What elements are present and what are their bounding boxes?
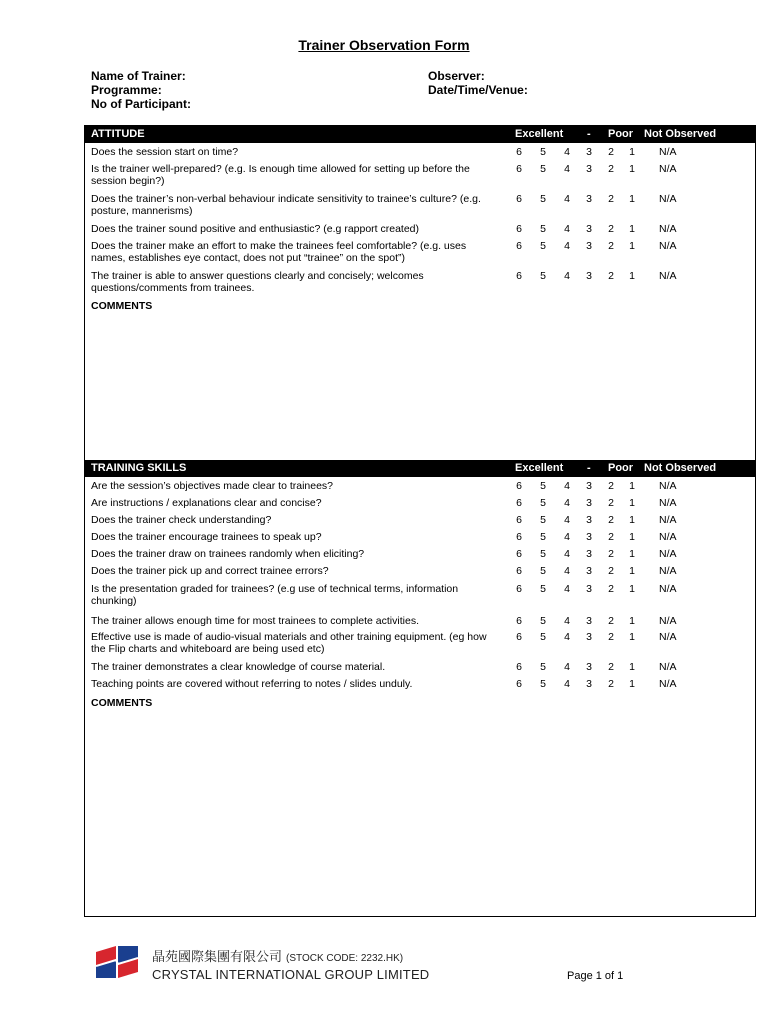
meta-left — [91, 69, 191, 111]
question-text: Does the trainer draw on trainees randomly when eliciting? — [91, 548, 365, 560]
form-title: Trainer Observation Form — [298, 37, 470, 53]
rating-score: 3 — [586, 193, 592, 205]
question-text: Are the session’s objectives made clear to trainees? — [91, 480, 334, 492]
rating-score: 6 — [516, 163, 522, 175]
rating-score: 2 — [608, 583, 614, 595]
rating-score: 5 — [540, 631, 546, 643]
rating-score: 3 — [586, 631, 592, 643]
rating-score: 6 — [516, 497, 522, 509]
rating-score: 5 — [540, 163, 546, 175]
rating-score: 1 — [629, 270, 635, 282]
rating-score: 2 — [608, 631, 614, 643]
rating-score: 5 — [540, 223, 546, 235]
rating-score: 4 — [564, 615, 570, 627]
rating-score: 3 — [586, 240, 592, 252]
question-text: Effective use is made of audio-visual materials and other training equipment. (eg how the Flip charts and whiteboard are being used etc) — [91, 631, 487, 655]
rating-na: N/A — [659, 480, 677, 492]
scale-poor-label: Poor — [608, 462, 634, 474]
question-text: Does the trainer encourage trainees to speak up? — [91, 531, 322, 543]
rating-score: 2 — [608, 661, 614, 673]
scale-excellent-label: Excellent — [515, 462, 564, 474]
rating-score: 2 — [608, 163, 614, 175]
rating-score: 2 — [608, 514, 614, 526]
question-text: The trainer demonstrates a clear knowledge of course material. — [91, 661, 386, 673]
rating-score: 6 — [516, 583, 522, 595]
rating-score: 1 — [629, 240, 635, 252]
rating-score: 2 — [608, 480, 614, 492]
meta-right — [428, 69, 528, 97]
rating-na: N/A — [659, 615, 677, 627]
question-text: Are instructions / explanations clear and concise? — [91, 497, 322, 509]
rating-score: 1 — [629, 661, 635, 673]
rating-score: 6 — [516, 240, 522, 252]
rating-score: 2 — [608, 548, 614, 560]
rating-na: N/A — [659, 514, 677, 526]
rating-score: 4 — [564, 223, 570, 235]
rating-score: 2 — [608, 193, 614, 205]
question-text: Is the presentation graded for trainees? (e.g use of technical terms, information chunking) — [91, 583, 459, 607]
rating-score: 4 — [564, 583, 570, 595]
page-number: Page 1 of 1 — [567, 970, 624, 982]
rating-score: 4 — [564, 270, 570, 282]
rating-score: 4 — [564, 661, 570, 673]
question-text: The trainer allows enough time for most trainees to complete activities. — [91, 615, 419, 627]
question-text: Does the session start on time? — [91, 146, 239, 158]
rating-score: 4 — [564, 514, 570, 526]
rating-score: 6 — [516, 193, 522, 205]
question-text: Does the trainer sound positive and enthusiastic? (e.g rapport created) — [91, 223, 420, 235]
rating-score: 5 — [540, 270, 546, 282]
rating-score: 5 — [540, 565, 546, 577]
section-title: ATTITUDE — [91, 128, 145, 140]
question-text: Does the trainer pick up and correct trainee errors? — [91, 565, 329, 577]
attitude-header — [85, 126, 755, 143]
programme-label: Programme: — [91, 83, 162, 97]
question-text: Does the trainer’s non-verbal behaviour indicate sensitivity to trainee’s culture? (e.g. posture, mannerisms) — [91, 193, 481, 217]
rating-score: 2 — [608, 497, 614, 509]
observation-form — [84, 125, 756, 917]
rating-na: N/A — [659, 146, 677, 158]
rating-score: 1 — [629, 497, 635, 509]
rating-score: 2 — [608, 270, 614, 282]
rating-score: 6 — [516, 514, 522, 526]
question-text: The trainer is able to answer questions clearly and concisely; welcomes questions/comments from trainees. — [91, 270, 424, 294]
rating-score: 1 — [629, 631, 635, 643]
stock-code: (STOCK CODE: 2232.HK) — [286, 953, 404, 964]
rating-na: N/A — [659, 548, 677, 560]
rating-score: 3 — [586, 480, 592, 492]
rating-score: 4 — [564, 193, 570, 205]
rating-score: 4 — [564, 146, 570, 158]
section-title: TRAINING SKILLS — [91, 462, 187, 474]
rating-score: 1 — [629, 531, 635, 543]
scale-not-observed-label: Not Observed — [644, 128, 717, 140]
rating-score: 4 — [564, 678, 570, 690]
question-text: Is the trainer well-prepared? (e.g. Is enough time allowed for setting up before the session begin?) — [91, 163, 470, 187]
rating-score: 2 — [608, 565, 614, 577]
rating-score: 1 — [629, 193, 635, 205]
rating-score: 2 — [608, 223, 614, 235]
rating-score: 6 — [516, 223, 522, 235]
rating-score: 2 — [608, 678, 614, 690]
rating-na: N/A — [659, 270, 677, 282]
rating-na: N/A — [659, 631, 677, 643]
company-name-cn-line — [152, 946, 429, 965]
rating-score: 6 — [516, 615, 522, 627]
rating-score: 3 — [586, 583, 592, 595]
rating-score: 3 — [586, 661, 592, 673]
rating-score: 5 — [540, 615, 546, 627]
rating-score: 1 — [629, 146, 635, 158]
company-block — [152, 946, 429, 982]
rating-na: N/A — [659, 223, 677, 235]
question-text: Does the trainer make an effort to make the trainees feel comfortable? (e.g. uses names, establishes eye contact, does not put “trainee” on the spot”) — [91, 240, 467, 264]
rating-score: 3 — [586, 146, 592, 158]
company-name-cn: 晶苑國際集團有限公司 — [152, 950, 283, 965]
rating-score: 3 — [586, 615, 592, 627]
rating-na: N/A — [659, 661, 677, 673]
rating-na: N/A — [659, 163, 677, 175]
rating-score: 3 — [586, 223, 592, 235]
rating-score: 3 — [586, 514, 592, 526]
rating-score: 6 — [516, 661, 522, 673]
rating-score: 2 — [608, 531, 614, 543]
rating-score: 1 — [629, 548, 635, 560]
rating-score: 2 — [608, 615, 614, 627]
rating-score: 5 — [540, 193, 546, 205]
rating-score: 4 — [564, 565, 570, 577]
scale-not-observed-label: Not Observed — [644, 462, 717, 474]
rating-score: 3 — [586, 497, 592, 509]
rating-score: 5 — [540, 240, 546, 252]
rating-score: 3 — [586, 565, 592, 577]
rating-score: 6 — [516, 270, 522, 282]
rating-na: N/A — [659, 583, 677, 595]
rating-score: 5 — [540, 583, 546, 595]
rating-score: 1 — [629, 678, 635, 690]
rating-score: 3 — [586, 678, 592, 690]
rating-na: N/A — [659, 678, 677, 690]
rating-na: N/A — [659, 565, 677, 577]
rating-na: N/A — [659, 193, 677, 205]
rating-score: 1 — [629, 514, 635, 526]
question-text: Teaching points are covered without referring to notes / slides unduly. — [91, 678, 413, 690]
scale-dash-label: - — [587, 128, 591, 140]
rating-score: 1 — [629, 163, 635, 175]
rating-score: 1 — [629, 565, 635, 577]
rating-score: 6 — [516, 678, 522, 690]
scale-excellent-label: Excellent — [515, 128, 564, 140]
scale-dash-label: - — [587, 462, 591, 474]
rating-score: 4 — [564, 480, 570, 492]
training_skills-header — [85, 460, 755, 477]
rating-score: 5 — [540, 678, 546, 690]
trainer-name-label: Name of Trainer: — [91, 69, 186, 83]
rating-score: 5 — [540, 146, 546, 158]
rating-score: 5 — [540, 514, 546, 526]
rating-score: 4 — [564, 497, 570, 509]
participants-label: No of Participant: — [91, 97, 192, 111]
rating-score: 6 — [516, 146, 522, 158]
rating-na: N/A — [659, 497, 677, 509]
rating-score: 4 — [564, 163, 570, 175]
rating-score: 4 — [564, 240, 570, 252]
rating-score: 5 — [540, 661, 546, 673]
rating-score: 1 — [629, 223, 635, 235]
question-text: Does the trainer check understanding? — [91, 514, 272, 526]
company-name-en: CRYSTAL INTERNATIONAL GROUP LIMITED — [152, 967, 430, 982]
rating-score: 3 — [586, 548, 592, 560]
rating-score: 6 — [516, 531, 522, 543]
rating-score: 1 — [629, 583, 635, 595]
rating-score: 4 — [564, 531, 570, 543]
crystal-logo — [96, 946, 138, 983]
rating-score: 6 — [516, 565, 522, 577]
rating-score: 3 — [586, 163, 592, 175]
rating-score: 6 — [516, 631, 522, 643]
rating-score: 4 — [564, 548, 570, 560]
rating-score: 2 — [608, 146, 614, 158]
rating-score: 4 — [564, 631, 570, 643]
observer-label: Observer: — [428, 69, 485, 83]
comments-label: COMMENTS — [91, 300, 153, 312]
rating-score: 1 — [629, 615, 635, 627]
rating-score: 6 — [516, 480, 522, 492]
scale-poor-label: Poor — [608, 128, 634, 140]
rating-na: N/A — [659, 240, 677, 252]
rating-score: 3 — [586, 270, 592, 282]
rating-score: 5 — [540, 480, 546, 492]
rating-score: 5 — [540, 531, 546, 543]
rating-score: 2 — [608, 240, 614, 252]
rating-score: 5 — [540, 497, 546, 509]
rating-score: 1 — [629, 480, 635, 492]
rating-score: 5 — [540, 548, 546, 560]
comments-label: COMMENTS — [91, 697, 153, 709]
date-venue-label: Date/Time/Venue: — [428, 83, 528, 97]
rating-score: 3 — [586, 531, 592, 543]
rating-score: 6 — [516, 548, 522, 560]
rating-na: N/A — [659, 531, 677, 543]
